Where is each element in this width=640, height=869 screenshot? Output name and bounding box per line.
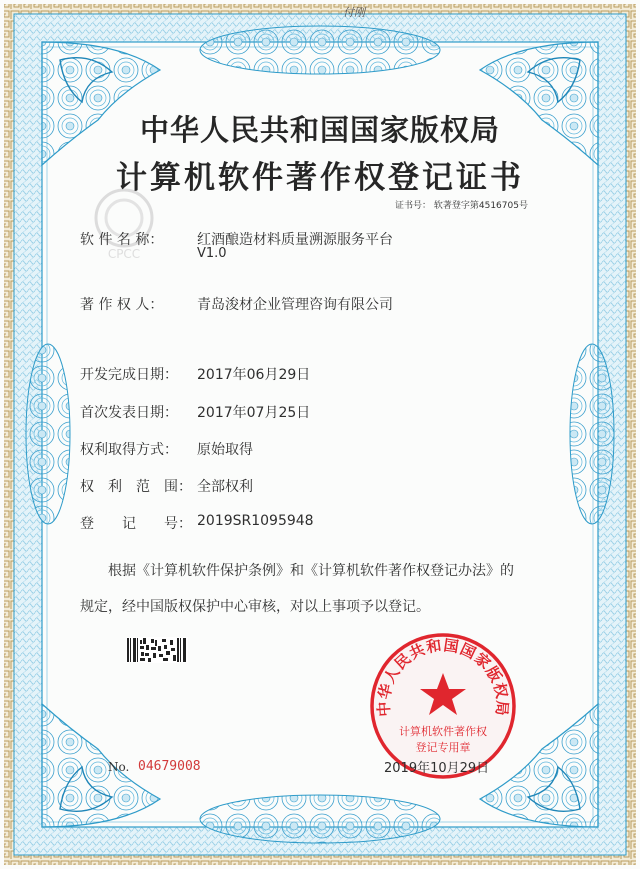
certificate-number: 证书号： 软著登字第4516705号	[395, 201, 528, 211]
field-value-software-name: 红酒酿造材料质量溯源服务平台	[197, 232, 393, 248]
field-value-acquisition-method: 原始取得	[197, 442, 253, 458]
svg-text:计算机软件著作权: 计算机软件著作权	[399, 725, 487, 738]
field-value-registration-number: 2019SR1095948	[197, 513, 314, 529]
svg-text:CPCC: CPCC	[107, 247, 141, 261]
field-label-completion-date: 开发完成日期：	[80, 367, 178, 383]
statement-line-2: 规定，经中国版权保护中心审核，对以上事项予以登记。	[80, 599, 430, 615]
cpcc-watermark	[88, 186, 160, 262]
field-label-registration-number: 登 记 号：	[80, 516, 192, 532]
field-value-publish-date: 2017年07月25日	[197, 405, 311, 421]
qr-barcode	[126, 637, 188, 663]
field-label-acquisition-method: 权利取得方式：	[80, 442, 178, 458]
field-value-rights-scope: 全部权利	[197, 479, 253, 495]
svg-text:中华人民共和国国家版权局: 中华人民共和国国家版权局	[374, 636, 512, 718]
issuer-name: 中华人民共和国国家版权局	[139, 113, 500, 147]
serial-number: 04679008	[138, 759, 201, 774]
statement-line-1: 根据《计算机软件保护条例》和《计算机软件著作权登记办法》的	[108, 563, 514, 579]
field-label-publish-date: 首次发表日期：	[80, 405, 178, 421]
field-label-software-name: 软 件 名 称：	[80, 232, 164, 248]
field-label-rights-scope: 权 利 范 围：	[80, 479, 192, 495]
field-value-completion-date: 2017年06月29日	[197, 367, 311, 383]
field-value-copyright-owner: 青岛浚材企业管理咨询有限公司	[197, 297, 393, 313]
certificate-title: 计算机软件著作权登记证书	[116, 160, 524, 196]
field-value-software-version: V1.0	[197, 246, 227, 261]
handwritten-note: 付刚	[343, 6, 365, 19]
field-label-copyright-owner: 著 作 权 人：	[80, 297, 164, 313]
serial-label: No.	[108, 760, 130, 774]
svg-text:登记专用章: 登记专用章	[415, 741, 471, 754]
issue-date: 2019年10月29日	[384, 761, 490, 776]
